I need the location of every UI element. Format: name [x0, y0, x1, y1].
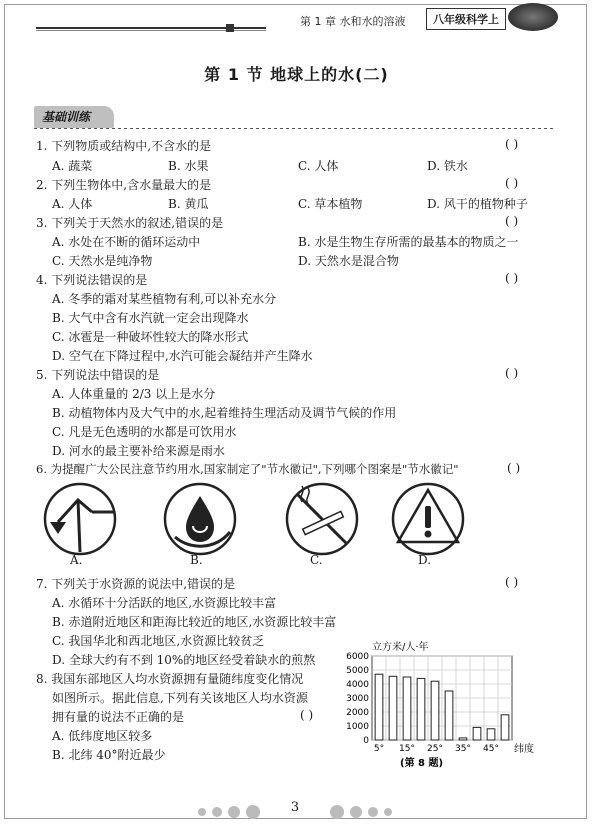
footer-dot [228, 806, 240, 818]
option: A. 水循环十分活跃的地区,水资源比较丰富 [52, 596, 277, 610]
chapter-label: 第 1 章 水和水的溶液 [300, 15, 406, 28]
chart-bar [473, 727, 481, 740]
chart-bar [459, 738, 467, 740]
question-stem: 6. 为提醒广大公民注意节约用水,国家制定了"节水徽记",下列哪个图案是"节水徽记" [36, 462, 459, 476]
emblem-a-icon [45, 484, 115, 554]
chart-x-tick: 5° [373, 744, 385, 754]
question-stem: 4. 下列说法错误的是 [36, 273, 148, 287]
question-stem-cont: 拥有量的说法不正确的是 [52, 710, 185, 724]
chart-y-tick: 5000 [346, 666, 369, 676]
question-stem: 5. 下列说法中错误的是 [36, 368, 160, 382]
emblem-label: C. [310, 553, 323, 567]
option: B. 水是生物生存所需的最基本的物质之一 [298, 235, 519, 249]
option: D. 天然水是混合物 [298, 254, 399, 268]
option: A. 蔬菜 [52, 159, 93, 173]
chart-x-label: 纬度 [514, 744, 534, 755]
section-tag: 基础训练 [34, 106, 114, 128]
option: B. 北纬 40°附近最少 [52, 748, 166, 762]
option: D. 风干的植物种子 [427, 197, 528, 211]
question-stem-cont: 如图所示。据此信息,下列有关该地区人均水资源 [52, 691, 308, 705]
question-stem: 3. 下列关于天然水的叙述,错误的是 [36, 216, 224, 230]
footer-dot [212, 807, 222, 817]
chart-bar [417, 678, 425, 740]
answer-parens: ( ) [507, 461, 521, 475]
footer-dot [368, 807, 378, 817]
chart-x-tick: 25° [427, 744, 443, 754]
footer-dot [330, 805, 344, 819]
grade-badge: 八年级科学上 [426, 8, 506, 30]
option: B. 动植物体内及大气中的水,起着维持生理活动及调节气候的作用 [52, 406, 397, 420]
header-square-icon [226, 24, 234, 32]
emblem-b-water-drop-hand-icon [165, 484, 235, 554]
chart-x-tick: 45° [483, 744, 499, 754]
chart-y-tick: 1000 [346, 722, 369, 732]
option: A. 水处在不断的循环运动中 [52, 235, 201, 249]
footer-dot [350, 806, 362, 818]
option: D. 全球大约有不到 10%的地区经受着缺水的煎熬 [52, 653, 316, 667]
option: B. 大气中含有水汽就一定会出现降水 [52, 311, 249, 325]
option: D. 铁水 [427, 159, 468, 173]
brand-logo [508, 3, 558, 31]
answer-parens: ( ) [505, 366, 519, 380]
page-title: 第 1 节 地球上的水(二) [204, 65, 389, 84]
option: C. 天然水是纯净物 [52, 254, 153, 268]
option: B. 赤道附近地区和距海比较近的地区,水资源比较丰富 [52, 615, 337, 629]
emblem-c-no-smoking-icon [287, 484, 357, 554]
chart-bar [487, 729, 495, 740]
chart-bar [501, 715, 509, 740]
option: A. 人体 [52, 197, 93, 211]
chart-x-tick: 35° [455, 744, 471, 754]
answer-parens: ( ) [505, 176, 519, 190]
footer-dot [384, 808, 392, 816]
footer-dot [198, 808, 206, 816]
chart-bar [403, 677, 411, 740]
section-divider [34, 128, 554, 129]
question-stem: 2. 下列生物体中,含水量最大的是 [36, 178, 212, 192]
chart-bar [389, 676, 397, 740]
answer-parens: ( ) [300, 708, 314, 722]
emblem-d-warning-icon [393, 484, 463, 554]
answer-parens: ( ) [505, 137, 519, 151]
chart-y-tick: 6000 [346, 652, 369, 662]
page-number: 3 [290, 800, 300, 815]
answer-parens: ( ) [505, 271, 519, 285]
chart-bar [431, 681, 439, 740]
question-stem: 1. 下列物质或结构中,不含水的是 [36, 139, 212, 153]
chart-bar [445, 691, 453, 740]
option: C. 冰雹是一种破坏性较大的降水形式 [52, 330, 249, 344]
option: A. 冬季的霜对某些植物有利,可以补充水分 [52, 292, 277, 306]
chart-y-label: 立方米/人·年 [372, 642, 429, 653]
option: C. 草本植物 [298, 197, 363, 211]
option: D. 空气在下降过程中,水汽可能会凝结并产生降水 [52, 349, 313, 363]
option: A. 低纬度地区较多 [52, 729, 153, 743]
option: C. 我国华北和西北地区,水资源比较贫乏 [52, 634, 265, 648]
question-stem: 7. 下列关于水资源的说法中,错误的是 [36, 577, 236, 591]
chart-y-tick: 2000 [346, 708, 369, 718]
option: C. 凡是无色透明的水都是可饮用水 [52, 425, 237, 439]
emblem-label: A. [70, 553, 83, 567]
question-stem: 8. 我国东部地区人均水资源拥有量随纬度变化情况 [36, 672, 304, 686]
emblem-label: D. [418, 553, 432, 567]
footer-dot [246, 805, 260, 819]
q6-emblem-figures [40, 482, 540, 562]
option: C. 人体 [298, 159, 339, 173]
water-per-capita-chart [330, 640, 550, 775]
answer-parens: ( ) [505, 575, 519, 589]
option: D. 河水的最主要补给来源是雨水 [52, 444, 225, 458]
option: A. 人体重量的 2/3 以上是水分 [52, 387, 216, 401]
option: B. 黄瓜 [168, 197, 209, 211]
chart-y-tick: 3000 [346, 694, 369, 704]
chart-y-tick: 4000 [346, 680, 369, 690]
chart-caption: (第 8 题) [400, 758, 444, 769]
emblem-label: B. [190, 553, 203, 567]
chart-y-tick: 0 [363, 736, 369, 746]
chart-bar [375, 674, 383, 740]
option: B. 水果 [168, 159, 209, 173]
answer-parens: ( ) [505, 214, 519, 228]
chart-x-tick: 15° [399, 744, 415, 754]
